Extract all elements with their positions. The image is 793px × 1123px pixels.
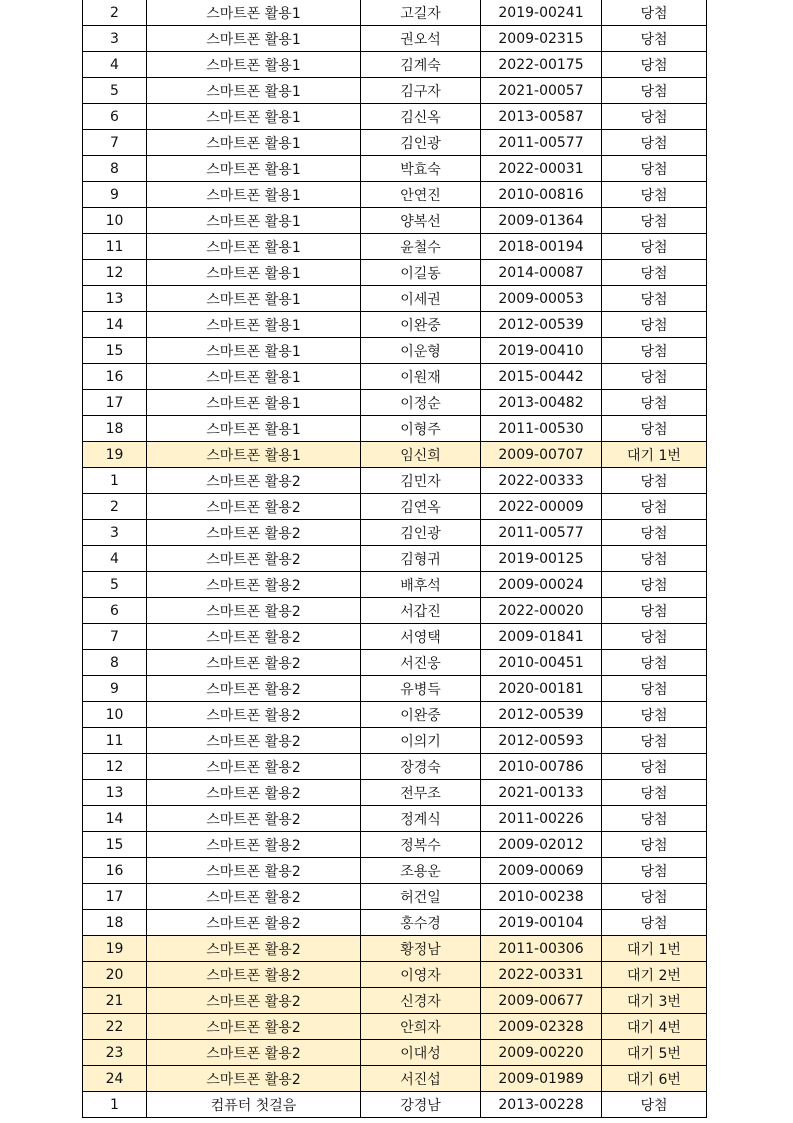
result-status-cell: 당첨 [602,650,707,676]
result-status-cell: 당첨 [602,260,707,286]
table-row [83,962,707,988]
table-row [83,78,707,104]
result-status-cell: 당첨 [602,52,707,78]
member-id-cell: 2009-00220 [481,1040,602,1066]
result-status-cell: 당첨 [602,702,707,728]
member-id-cell: 2009-01989 [481,1066,602,1092]
member-id-cell: 2022-00031 [481,156,602,182]
table-row [83,1092,707,1118]
row-number-cell: 19 [83,442,147,468]
table-row [83,780,707,806]
applicant-name-cell: 권오석 [361,26,481,52]
table-row [83,1066,707,1092]
row-number-cell: 7 [83,624,147,650]
row-number-cell: 13 [83,286,147,312]
member-id-cell: 2021-00133 [481,780,602,806]
row-number-cell: 17 [83,884,147,910]
result-status-cell: 당첨 [602,598,707,624]
table-row [83,0,707,26]
applicant-name-cell: 이형주 [361,416,481,442]
member-id-cell: 2019-00410 [481,338,602,364]
applicant-name-cell: 서진섭 [361,1066,481,1092]
result-status-cell: 대기 2번 [602,962,707,988]
member-id-cell: 2011-00577 [481,520,602,546]
member-id-cell: 2010-00786 [481,754,602,780]
table-row [83,754,707,780]
applicant-name-cell: 이운형 [361,338,481,364]
course-name-cell: 스마트폰 활용2 [147,780,361,806]
applicant-name-cell: 신경자 [361,988,481,1014]
applicant-name-cell: 김인광 [361,520,481,546]
table-row [83,416,707,442]
result-status-cell: 당첨 [602,0,707,26]
row-number-cell: 7 [83,130,147,156]
row-number-cell: 15 [83,832,147,858]
applicant-name-cell: 박효숙 [361,156,481,182]
row-number-cell: 5 [83,78,147,104]
row-number-cell: 8 [83,650,147,676]
result-status-cell: 대기 4번 [602,1014,707,1040]
table-row [83,650,707,676]
course-name-cell: 스마트폰 활용2 [147,1014,361,1040]
row-number-cell: 10 [83,208,147,234]
result-status-cell: 당첨 [602,832,707,858]
member-id-cell: 2009-00069 [481,858,602,884]
course-name-cell: 스마트폰 활용2 [147,520,361,546]
result-status-cell: 당첨 [602,416,707,442]
applicant-name-cell: 배후석 [361,572,481,598]
table-row [83,806,707,832]
applicant-name-cell: 윤철수 [361,234,481,260]
row-number-cell: 3 [83,520,147,546]
table-row [83,312,707,338]
table-row [83,260,707,286]
table-row [83,234,707,260]
row-number-cell: 3 [83,26,147,52]
table-row [83,676,707,702]
member-id-cell: 2019-00125 [481,546,602,572]
applicant-name-cell: 장경숙 [361,754,481,780]
course-name-cell: 스마트폰 활용2 [147,650,361,676]
applicant-name-cell: 이완중 [361,312,481,338]
member-id-cell: 2009-00024 [481,572,602,598]
course-name-cell: 스마트폰 활용2 [147,806,361,832]
row-number-cell: 12 [83,260,147,286]
member-id-cell: 2022-00333 [481,468,602,494]
applicant-name-cell: 고길자 [361,0,481,26]
course-name-cell: 스마트폰 활용1 [147,338,361,364]
course-name-cell: 스마트폰 활용1 [147,442,361,468]
course-name-cell: 스마트폰 활용1 [147,156,361,182]
row-number-cell: 22 [83,1014,147,1040]
member-id-cell: 2009-00053 [481,286,602,312]
result-status-cell: 당첨 [602,390,707,416]
result-status-cell: 당첨 [602,806,707,832]
row-number-cell: 9 [83,182,147,208]
row-number-cell: 24 [83,1066,147,1092]
row-number-cell: 10 [83,702,147,728]
result-status-cell: 당첨 [602,780,707,806]
row-number-cell: 16 [83,858,147,884]
course-name-cell: 스마트폰 활용2 [147,832,361,858]
course-name-cell: 스마트폰 활용1 [147,52,361,78]
applicant-name-cell: 유병득 [361,676,481,702]
row-number-cell: 6 [83,104,147,130]
member-id-cell: 2022-00009 [481,494,602,520]
course-name-cell: 스마트폰 활용1 [147,78,361,104]
course-name-cell: 스마트폰 활용2 [147,754,361,780]
applicant-name-cell: 황정남 [361,936,481,962]
table-row [83,390,707,416]
table-row [83,338,707,364]
applicant-name-cell: 김인광 [361,130,481,156]
result-status-cell: 당첨 [602,312,707,338]
result-status-cell: 당첨 [602,1092,707,1118]
result-status-cell: 당첨 [602,286,707,312]
row-number-cell: 17 [83,390,147,416]
applicant-name-cell: 이의기 [361,728,481,754]
result-status-cell: 당첨 [602,754,707,780]
member-id-cell: 2019-00104 [481,910,602,936]
member-id-cell: 2021-00057 [481,78,602,104]
course-name-cell: 스마트폰 활용2 [147,598,361,624]
applicant-name-cell: 안희자 [361,1014,481,1040]
applicant-name-cell: 이세권 [361,286,481,312]
result-status-cell: 당첨 [602,728,707,754]
result-status-cell: 대기 3번 [602,988,707,1014]
member-id-cell: 2022-00020 [481,598,602,624]
member-id-cell: 2011-00577 [481,130,602,156]
course-name-cell: 스마트폰 활용1 [147,182,361,208]
applicant-name-cell: 양복선 [361,208,481,234]
course-name-cell: 스마트폰 활용2 [147,1040,361,1066]
table-row [83,910,707,936]
table-row [83,520,707,546]
applicant-name-cell: 정복수 [361,832,481,858]
result-status-cell: 대기 5번 [602,1040,707,1066]
result-status-cell: 당첨 [602,624,707,650]
result-status-cell: 당첨 [602,468,707,494]
applicant-name-cell: 김연옥 [361,494,481,520]
row-number-cell: 14 [83,312,147,338]
table-row [83,988,707,1014]
table-row [83,858,707,884]
course-name-cell: 스마트폰 활용2 [147,858,361,884]
member-id-cell: 2012-00539 [481,312,602,338]
course-name-cell: 스마트폰 활용1 [147,130,361,156]
row-number-cell: 19 [83,936,147,962]
result-status-cell: 당첨 [602,520,707,546]
row-number-cell: 1 [83,1092,147,1118]
result-status-cell: 당첨 [602,910,707,936]
row-number-cell: 16 [83,364,147,390]
row-number-cell: 11 [83,728,147,754]
applicant-name-cell: 서영택 [361,624,481,650]
result-status-cell: 당첨 [602,130,707,156]
member-id-cell: 2009-00677 [481,988,602,1014]
table-row [83,1040,707,1066]
course-name-cell: 스마트폰 활용1 [147,234,361,260]
course-name-cell: 스마트폰 활용1 [147,260,361,286]
member-id-cell: 2014-00087 [481,260,602,286]
table-row [83,442,707,468]
applicant-name-cell: 서진웅 [361,650,481,676]
row-number-cell: 11 [83,234,147,260]
course-name-cell: 스마트폰 활용2 [147,624,361,650]
member-id-cell: 2012-00593 [481,728,602,754]
course-name-cell: 스마트폰 활용2 [147,1066,361,1092]
applicant-name-cell: 강경남 [361,1092,481,1118]
table-row [83,546,707,572]
table-row [83,468,707,494]
course-name-cell: 스마트폰 활용2 [147,702,361,728]
table-row [83,182,707,208]
row-number-cell: 6 [83,598,147,624]
row-number-cell: 20 [83,962,147,988]
applicant-name-cell: 김구자 [361,78,481,104]
table-row [83,156,707,182]
row-number-cell: 5 [83,572,147,598]
row-number-cell: 2 [83,0,147,26]
member-id-cell: 2015-00442 [481,364,602,390]
course-name-cell: 스마트폰 활용2 [147,936,361,962]
applicant-name-cell: 안연진 [361,182,481,208]
course-name-cell: 스마트폰 활용1 [147,364,361,390]
member-id-cell: 2022-00331 [481,962,602,988]
table-row [83,1014,707,1040]
applicant-name-cell: 이영자 [361,962,481,988]
table-row [83,728,707,754]
table-row [83,130,707,156]
result-status-cell: 당첨 [602,494,707,520]
applicant-name-cell: 서갑진 [361,598,481,624]
row-number-cell: 4 [83,546,147,572]
applicant-name-cell: 이원재 [361,364,481,390]
member-id-cell: 2012-00539 [481,702,602,728]
applicant-name-cell: 이길동 [361,260,481,286]
table-row [83,832,707,858]
result-status-cell: 당첨 [602,338,707,364]
applicant-name-cell: 이완중 [361,702,481,728]
member-id-cell: 2011-00306 [481,936,602,962]
applicant-name-cell: 정계식 [361,806,481,832]
course-name-cell: 스마트폰 활용2 [147,676,361,702]
table-row [83,104,707,130]
result-status-cell: 당첨 [602,156,707,182]
member-id-cell: 2013-00482 [481,390,602,416]
table-row [83,702,707,728]
result-status-cell: 당첨 [602,234,707,260]
member-id-cell: 2010-00816 [481,182,602,208]
result-status-cell: 대기 1번 [602,936,707,962]
course-name-cell: 스마트폰 활용1 [147,312,361,338]
course-name-cell: 스마트폰 활용1 [147,416,361,442]
member-id-cell: 2020-00181 [481,676,602,702]
table-row [83,936,707,962]
lottery-results-table [82,0,707,1118]
result-status-cell: 당첨 [602,182,707,208]
result-status-cell: 당첨 [602,104,707,130]
member-id-cell: 2009-01841 [481,624,602,650]
table-row [83,52,707,78]
applicant-name-cell: 김민자 [361,468,481,494]
table-row [83,286,707,312]
course-name-cell: 스마트폰 활용2 [147,494,361,520]
row-number-cell: 18 [83,910,147,936]
course-name-cell: 스마트폰 활용2 [147,884,361,910]
row-number-cell: 14 [83,806,147,832]
course-name-cell: 스마트폰 활용1 [147,390,361,416]
result-status-cell: 당첨 [602,26,707,52]
applicant-name-cell: 김계숙 [361,52,481,78]
table-row [83,26,707,52]
result-status-cell: 당첨 [602,208,707,234]
course-name-cell: 스마트폰 활용1 [147,286,361,312]
result-status-cell: 대기 6번 [602,1066,707,1092]
result-status-cell: 대기 1번 [602,442,707,468]
row-number-cell: 2 [83,494,147,520]
row-number-cell: 13 [83,780,147,806]
course-name-cell: 스마트폰 활용1 [147,208,361,234]
member-id-cell: 2009-00707 [481,442,602,468]
member-id-cell: 2009-02315 [481,26,602,52]
member-id-cell: 2010-00238 [481,884,602,910]
table-row [83,884,707,910]
member-id-cell: 2009-01364 [481,208,602,234]
applicant-name-cell: 허건일 [361,884,481,910]
course-name-cell: 스마트폰 활용1 [147,0,361,26]
course-name-cell: 스마트폰 활용2 [147,910,361,936]
member-id-cell: 2018-00194 [481,234,602,260]
row-number-cell: 12 [83,754,147,780]
row-number-cell: 9 [83,676,147,702]
result-status-cell: 당첨 [602,546,707,572]
table-body [83,0,707,1118]
member-id-cell: 2011-00530 [481,416,602,442]
course-name-cell: 스마트폰 활용2 [147,962,361,988]
applicant-name-cell: 임신희 [361,442,481,468]
course-name-cell: 스마트폰 활용1 [147,26,361,52]
course-name-cell: 컴퓨터 첫걸음 [147,1092,361,1118]
row-number-cell: 4 [83,52,147,78]
result-status-cell: 당첨 [602,884,707,910]
applicant-name-cell: 전무조 [361,780,481,806]
member-id-cell: 2022-00175 [481,52,602,78]
table-row [83,598,707,624]
course-name-cell: 스마트폰 활용2 [147,546,361,572]
course-name-cell: 스마트폰 활용2 [147,572,361,598]
row-number-cell: 1 [83,468,147,494]
result-status-cell: 당첨 [602,364,707,390]
result-status-cell: 당첨 [602,858,707,884]
row-number-cell: 23 [83,1040,147,1066]
member-id-cell: 2009-02012 [481,832,602,858]
course-name-cell: 스마트폰 활용2 [147,988,361,1014]
applicant-name-cell: 이정순 [361,390,481,416]
row-number-cell: 15 [83,338,147,364]
member-id-cell: 2013-00228 [481,1092,602,1118]
applicant-name-cell: 이대성 [361,1040,481,1066]
applicant-name-cell: 김형귀 [361,546,481,572]
table-row [83,494,707,520]
result-status-cell: 당첨 [602,78,707,104]
row-number-cell: 21 [83,988,147,1014]
table-row [83,572,707,598]
table-row [83,364,707,390]
result-status-cell: 당첨 [602,676,707,702]
row-number-cell: 18 [83,416,147,442]
member-id-cell: 2019-00241 [481,0,602,26]
member-id-cell: 2010-00451 [481,650,602,676]
applicant-name-cell: 홍수경 [361,910,481,936]
table-row [83,208,707,234]
member-id-cell: 2011-00226 [481,806,602,832]
applicant-name-cell: 조용운 [361,858,481,884]
course-name-cell: 스마트폰 활용2 [147,728,361,754]
result-status-cell: 당첨 [602,572,707,598]
course-name-cell: 스마트폰 활용2 [147,468,361,494]
row-number-cell: 8 [83,156,147,182]
table-row [83,624,707,650]
member-id-cell: 2009-02328 [481,1014,602,1040]
course-name-cell: 스마트폰 활용1 [147,104,361,130]
member-id-cell: 2013-00587 [481,104,602,130]
applicant-name-cell: 김신옥 [361,104,481,130]
